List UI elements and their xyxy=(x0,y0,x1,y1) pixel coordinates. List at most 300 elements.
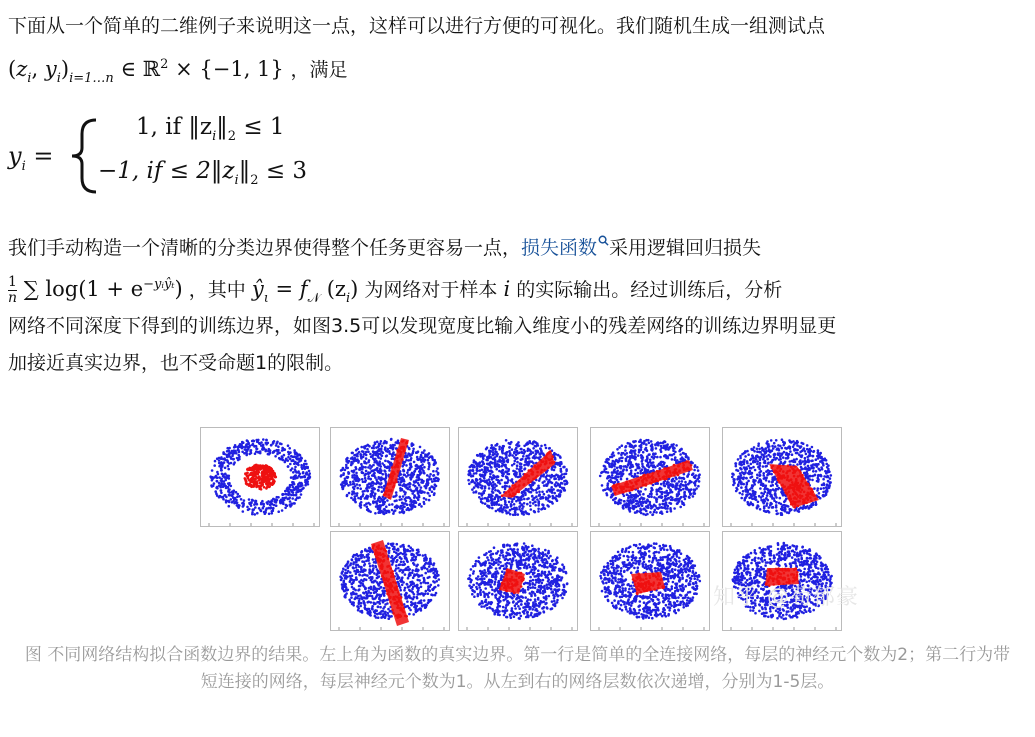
scatter-point xyxy=(251,499,254,502)
scatter-point xyxy=(810,503,813,506)
scatter-point xyxy=(404,484,407,487)
scatter-point xyxy=(783,442,786,445)
scatter-point xyxy=(616,459,619,462)
scatter-point xyxy=(426,481,429,484)
scatter-point xyxy=(491,446,494,449)
scatter-point xyxy=(227,465,230,468)
scatter-point xyxy=(553,469,556,472)
scatter-point xyxy=(622,469,625,472)
scatter-point xyxy=(537,487,540,490)
scatter-point xyxy=(421,490,424,493)
scatter-point xyxy=(528,513,531,516)
scatter-point xyxy=(422,452,425,455)
scatter-point xyxy=(308,472,311,475)
scatter-point xyxy=(286,505,289,508)
scatter-point xyxy=(232,500,235,503)
scatter-point xyxy=(655,447,658,450)
scatter-point xyxy=(515,507,518,510)
scatter-point xyxy=(634,469,637,472)
scatter-point xyxy=(264,475,267,478)
scatter-point xyxy=(395,494,398,497)
scatter-point xyxy=(230,498,233,501)
scatter-point xyxy=(694,464,697,467)
scatter-point xyxy=(511,498,514,501)
scatter-point xyxy=(511,454,514,457)
scatter-point xyxy=(533,455,536,458)
scatter-point xyxy=(392,512,395,515)
scatter-point xyxy=(508,446,511,449)
scatter-point xyxy=(633,457,636,460)
scatter-point xyxy=(256,448,259,451)
scatter-point xyxy=(376,452,379,455)
scatter-point xyxy=(266,503,269,506)
scatter-point xyxy=(628,503,631,506)
scatter-point xyxy=(365,473,368,476)
scatter-point xyxy=(679,506,682,509)
scatter-point xyxy=(635,506,638,509)
scatter-point xyxy=(269,474,272,477)
scatter-point xyxy=(384,466,387,469)
scatter-point xyxy=(495,485,498,488)
scatter-point xyxy=(681,502,684,505)
scatter-point xyxy=(251,511,254,514)
scatter-point xyxy=(428,495,431,498)
scatter-point xyxy=(563,466,566,469)
scatter-point xyxy=(804,460,807,463)
scatter-point xyxy=(387,510,390,513)
scatter-point xyxy=(565,468,568,471)
scatter-point xyxy=(383,508,386,511)
scatter-point xyxy=(228,501,231,504)
scatter-point xyxy=(218,457,221,460)
scatter-point xyxy=(291,484,294,487)
scatter-point xyxy=(500,479,503,482)
scatter-point xyxy=(807,507,810,510)
scatter-point xyxy=(251,467,254,470)
scatter-point xyxy=(354,499,357,502)
scatter-point xyxy=(669,483,672,486)
scatter-point xyxy=(364,466,367,469)
scatter-point xyxy=(488,478,491,481)
scatter-point xyxy=(665,454,668,457)
scatter-point xyxy=(634,494,637,497)
scatter-point xyxy=(342,487,345,490)
scatter-point xyxy=(523,498,526,501)
scatter-point xyxy=(405,487,408,490)
scatter-point xyxy=(484,469,487,472)
scatter-point xyxy=(374,493,377,496)
scatter-point xyxy=(505,439,508,442)
scatter-point xyxy=(607,482,610,485)
scatter-point xyxy=(677,500,680,503)
search-icon[interactable] xyxy=(598,235,609,246)
scatter-point xyxy=(771,445,774,448)
scatter-point xyxy=(763,505,766,508)
scatter-point xyxy=(556,489,559,492)
scatter-point xyxy=(794,442,797,445)
scatter-point xyxy=(816,480,819,483)
scatter-point xyxy=(610,490,613,493)
scatter-point xyxy=(539,453,542,456)
scatter-point xyxy=(420,582,423,585)
scatter-point xyxy=(614,481,617,484)
scatter-point xyxy=(545,496,548,499)
scatter-point xyxy=(769,450,772,453)
scatter-point xyxy=(344,469,347,472)
scatter-point xyxy=(488,484,491,487)
scatter-point xyxy=(388,469,391,472)
scatter-point xyxy=(628,459,631,462)
scatter-point xyxy=(616,479,619,482)
scatter-point xyxy=(377,605,380,608)
scatter-point xyxy=(629,507,632,510)
scatter-point xyxy=(812,455,815,458)
scatter-point xyxy=(282,503,285,506)
scatter-point xyxy=(770,494,773,497)
scatter-point xyxy=(226,500,229,503)
scatter-point xyxy=(679,486,682,489)
scatter-point xyxy=(473,472,476,475)
scatter-point xyxy=(740,481,743,484)
scatter-point xyxy=(231,455,234,458)
scatter-point xyxy=(500,498,503,501)
scatter-point xyxy=(300,493,303,496)
scatter-point xyxy=(735,462,738,465)
scatter-point xyxy=(613,454,616,457)
scatter-point xyxy=(344,482,347,485)
scatter-point xyxy=(365,462,368,465)
scatter-point xyxy=(645,443,648,446)
scatter-point xyxy=(223,485,226,488)
scatter-point xyxy=(484,474,487,477)
scatter-point xyxy=(401,480,404,483)
scatter-point xyxy=(268,513,271,516)
scatter-point xyxy=(355,472,358,475)
scatter-point xyxy=(775,457,778,460)
scatter-point xyxy=(366,448,369,451)
scatter-point xyxy=(516,464,519,467)
scatter-point xyxy=(227,489,230,492)
scatter-point xyxy=(793,449,796,452)
scatter-point xyxy=(416,597,419,600)
scatter-point xyxy=(275,501,278,504)
scatter-point xyxy=(771,484,774,487)
scatter-point xyxy=(559,456,562,459)
scatter-point xyxy=(557,495,560,498)
loss-function-link[interactable]: 损失函数 xyxy=(521,237,598,259)
scatter-point xyxy=(371,482,374,485)
scatter-point xyxy=(213,482,216,485)
scatter-point xyxy=(272,507,275,510)
scatter-point xyxy=(735,465,738,468)
scatter-point xyxy=(295,494,298,497)
scatter-point xyxy=(785,457,788,460)
scatter-point xyxy=(405,508,408,511)
scatter-point xyxy=(348,472,351,475)
scatter-point xyxy=(480,498,483,501)
scatter-point xyxy=(391,458,394,461)
scatter-point xyxy=(660,488,663,491)
scatter-point xyxy=(281,509,284,512)
scatter-point xyxy=(639,490,642,493)
scatter-point xyxy=(279,458,282,461)
scatter-point xyxy=(391,503,394,506)
scatter-point xyxy=(799,455,802,458)
scatter-point xyxy=(604,465,607,468)
loss-expression: $\frac{1}{n}$ ∑ $\log(1 + e^{-yᵢŷ_t})$ xyxy=(8,274,183,306)
scatter-point xyxy=(380,450,383,453)
scatter-point xyxy=(766,488,769,491)
scatter-point xyxy=(673,480,676,483)
scatter-point xyxy=(419,503,422,506)
scatter-point xyxy=(604,488,607,491)
scatter-point xyxy=(362,481,365,484)
scatter-point xyxy=(377,497,380,500)
scatter-point xyxy=(381,473,384,476)
scatter-point xyxy=(758,479,761,482)
scatter-point xyxy=(756,448,759,451)
scatter-point xyxy=(776,447,779,450)
scatter-point xyxy=(760,492,763,495)
scatter-point xyxy=(645,505,648,508)
scatter-point xyxy=(740,497,743,500)
scatter-point xyxy=(667,486,670,489)
scatter-point xyxy=(356,452,359,455)
scatter-point xyxy=(518,470,521,473)
scatter-point xyxy=(234,446,237,449)
scatter-point xyxy=(695,487,698,490)
scatter-point xyxy=(494,465,497,468)
scatter-point xyxy=(408,568,411,571)
scatter-point xyxy=(493,453,496,456)
scatter-point xyxy=(433,492,436,495)
scatter-point xyxy=(810,505,813,508)
scatter-point xyxy=(375,460,378,463)
scatter-point xyxy=(272,509,275,512)
scatter-point xyxy=(404,493,407,496)
scatter-point xyxy=(295,488,298,491)
scatter-point xyxy=(804,457,807,460)
scatter-point xyxy=(563,488,566,491)
scatter-point xyxy=(228,454,231,457)
scatter-point xyxy=(761,495,764,498)
scatter-point xyxy=(524,494,527,497)
scatter-point xyxy=(288,491,291,494)
scatter-point xyxy=(360,463,363,466)
scatter-point xyxy=(624,453,627,456)
scatter-point xyxy=(820,466,823,469)
scatter-point xyxy=(805,468,808,471)
scatter-point xyxy=(525,443,528,446)
scatter-point xyxy=(806,444,809,447)
scatter-point xyxy=(634,453,637,456)
scatter-point xyxy=(265,509,268,512)
scatter-point xyxy=(614,501,617,504)
scatter-point xyxy=(213,464,216,467)
scatter-point xyxy=(407,469,410,472)
scatter-point xyxy=(607,461,610,464)
scatter-point xyxy=(768,511,771,514)
scatter-point xyxy=(547,494,550,497)
scatter-point xyxy=(607,471,610,474)
scatter-point xyxy=(820,456,823,459)
scatter-point xyxy=(390,438,393,441)
scatter-point xyxy=(254,513,257,516)
scatter-point xyxy=(492,481,495,484)
scatter-point xyxy=(770,461,773,464)
scatter-point xyxy=(808,449,811,452)
scatter-point xyxy=(754,469,757,472)
scatter-point xyxy=(371,607,374,610)
scatter-point xyxy=(277,510,280,513)
scatter-point xyxy=(603,468,606,471)
scatter-point xyxy=(789,508,792,511)
scatter-point xyxy=(360,501,363,504)
scatter-point xyxy=(521,491,524,494)
scatter-point xyxy=(424,455,427,458)
scatter-point xyxy=(374,609,377,612)
scatter-point xyxy=(351,452,354,455)
scatter-point xyxy=(357,480,360,483)
scatter-point xyxy=(735,490,738,493)
scatter-point xyxy=(543,493,546,496)
scatter-point xyxy=(750,494,753,497)
scatter-point xyxy=(749,459,752,462)
scatter-point xyxy=(220,467,223,470)
scatter-point xyxy=(520,448,523,451)
scatter-point xyxy=(525,455,528,458)
scatter-point xyxy=(540,497,543,500)
scatter-point xyxy=(527,490,530,493)
scatter-point xyxy=(749,476,752,479)
scatter-point xyxy=(676,459,679,462)
scatter-point xyxy=(612,464,615,467)
scatter-point xyxy=(365,454,368,457)
scatter-point xyxy=(214,460,217,463)
scatter-point xyxy=(814,474,817,477)
scatter-point xyxy=(685,456,688,459)
scatter-point xyxy=(248,498,251,501)
scatter-point xyxy=(429,455,432,458)
paragraph-2-text-d: 为网络对于样本 xyxy=(364,279,498,301)
scatter-point xyxy=(759,487,762,490)
scatter-point xyxy=(623,503,626,506)
scatter-point xyxy=(635,503,638,506)
scatter-point xyxy=(262,438,265,441)
scatter-point xyxy=(669,488,672,491)
scatter-point xyxy=(551,501,554,504)
scatter-point xyxy=(399,496,402,499)
scatter-point xyxy=(255,464,258,467)
scatter-point xyxy=(529,501,532,504)
scatter-point xyxy=(268,466,271,469)
scatter-point xyxy=(358,484,361,487)
scatter-point xyxy=(773,442,776,445)
scatter-point xyxy=(343,580,346,583)
scatter-point xyxy=(475,490,478,493)
scatter-point xyxy=(553,475,556,478)
scatter-point xyxy=(655,490,658,493)
scatter-point xyxy=(519,496,522,499)
scatter-point xyxy=(377,584,380,587)
scatter-point xyxy=(209,475,212,478)
formula-lhs: $y_i$ = xyxy=(8,142,54,174)
scatter-point xyxy=(653,496,656,499)
scatter-point xyxy=(510,441,513,444)
scatter-point xyxy=(830,474,833,477)
scatter-point xyxy=(290,494,293,497)
scatter-point xyxy=(650,496,653,499)
scatter-point xyxy=(475,472,478,475)
scatter-point xyxy=(491,504,494,507)
scatter-point xyxy=(772,459,775,462)
paragraph-2-line-3: 网络不同深度下得到的训练边界，如图3.5可以发现宽度比输入维度小的残差网络的训练边界明显更 xyxy=(8,315,837,337)
scatter-point xyxy=(495,476,498,479)
scatter-point xyxy=(237,448,240,451)
scatter-point xyxy=(435,485,438,488)
scatter-point xyxy=(816,465,819,468)
scatter-point xyxy=(662,461,665,464)
scatter-point xyxy=(759,457,762,460)
scatter-point xyxy=(764,452,767,455)
scatter-point xyxy=(348,599,351,602)
scatter-point xyxy=(606,477,609,480)
scatter-point xyxy=(291,490,294,493)
scatter-point xyxy=(292,478,295,481)
scatter-point xyxy=(605,492,608,495)
scatter-point xyxy=(372,558,375,561)
scatter-point xyxy=(741,453,744,456)
scatter-point xyxy=(381,610,384,613)
scatter-point xyxy=(756,463,759,466)
scatter-point xyxy=(294,455,297,458)
scatter-point xyxy=(630,452,633,455)
scatter-point xyxy=(245,454,248,457)
scatter-point xyxy=(500,504,503,507)
scatter-point xyxy=(222,458,225,461)
scatter-point xyxy=(289,451,292,454)
scatter-point xyxy=(738,481,741,484)
scatter-point xyxy=(601,471,604,474)
scatter-point xyxy=(372,501,375,504)
scatter-point xyxy=(776,512,779,515)
scatter-point xyxy=(212,485,215,488)
scatter-point xyxy=(769,503,772,506)
scatter-point xyxy=(698,480,701,483)
scatter-point xyxy=(509,509,512,512)
scatter-point xyxy=(226,456,229,459)
scatter-point xyxy=(735,487,738,490)
scatter-point xyxy=(659,506,662,509)
scatter-point xyxy=(662,503,665,506)
scatter-point xyxy=(540,449,543,452)
scatter-point xyxy=(419,446,422,449)
scatter-point xyxy=(612,460,615,463)
scatter-point xyxy=(771,497,774,500)
scatter-point xyxy=(255,468,258,471)
scatter-point xyxy=(228,447,231,450)
scatter-point xyxy=(494,489,497,492)
scatter-point xyxy=(761,453,764,456)
scatter-point xyxy=(305,466,308,469)
scatter-point xyxy=(281,456,284,459)
scatter-point xyxy=(346,457,349,460)
scatter-point xyxy=(421,467,424,470)
scatter-point xyxy=(612,451,615,454)
scatter-point xyxy=(290,476,293,479)
scatter-point xyxy=(532,498,535,501)
paragraph-1-line-2 xyxy=(8,48,347,95)
